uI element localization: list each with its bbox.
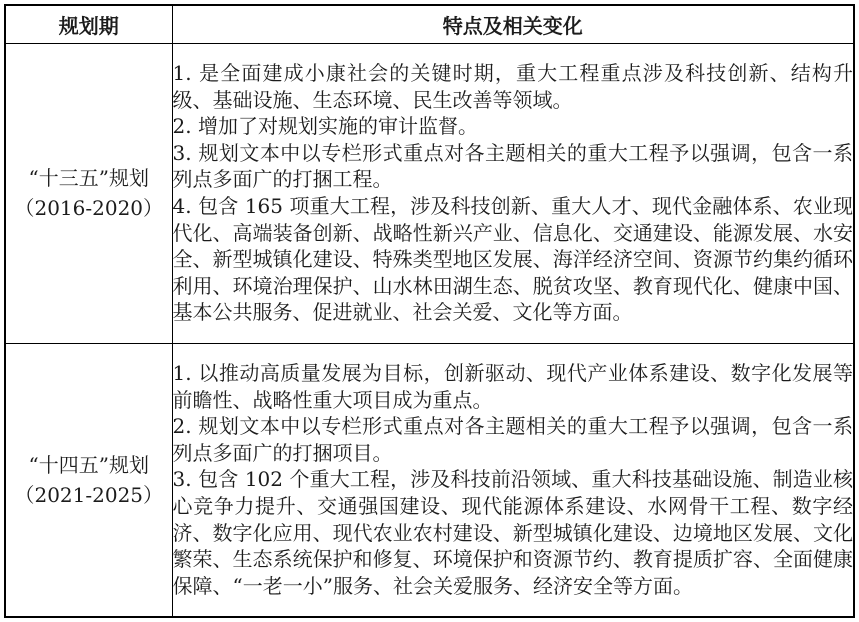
feature-paragraph: 1. 是全面建成小康社会的关键时期，重大工程重点涉及科技创新、结构升级、基础设施、生态环境、民生改善等领域。 [172, 61, 853, 112]
period-years: （2016-2020） [14, 196, 164, 220]
header-features-and-changes: 特点及相关变化 [172, 5, 854, 43]
feature-paragraph: 2. 增加了对规划实施的审计监督。 [172, 114, 478, 139]
feature-paragraph: 3. 规划文本中以专栏形式重点对各主题相关的重大工程予以强调，包含一系列点多面广的打捆工程。 [172, 140, 853, 192]
table-row-13th-five-year [5, 43, 854, 343]
planning-periods-table-wrapper [4, 4, 855, 618]
period-cell-13th [5, 43, 172, 343]
feature-paragraph: 2. 规划文本中以专栏形式重点对各主题相关的重大工程予以强调，包含一系列点多面广的打捆项目。 [172, 414, 853, 465]
period-name: “十三五”规划 [28, 166, 149, 190]
feature-paragraph: 4. 包含 165 项重大工程，涉及科技创新、重大人才、现代金融体系、农业现代化、高端装备创新、战略性新兴产业、信息化、交通建设、能源发展、水安全、新型城镇化建设、特殊类型地区发展、海洋经济空间、资源节约集约循环利用、环境治理保护、山水林田湖生态、脱贫攻坚、教育现代化、健康中国、基本公共服务、促进就业、社会关爱、文化等方面。 [172, 194, 853, 325]
header-planning-period: 规划期 [5, 5, 172, 43]
features-cell-13th [172, 43, 854, 343]
period-years: （2021-2025） [14, 482, 164, 507]
period-name: “十四五”规划 [28, 452, 149, 477]
table-header-row [5, 5, 854, 43]
feature-paragraph: 3. 包含 102 个重大工程，涉及科技前沿领域、重大科技基础设施、制造业核心竞争力提升、交通强国建设、现代能源体系建设、水网骨干工程、数字经济、数字化应用、现代农业农村建设、新型城镇化建设、边境地区发展、文化繁荣、生态系统保护和修复、环境保护和资源节约、教育提质扩容、全面健康保障、“一老一小”服务、社会关爱服务、经济安全等方面。 [172, 467, 853, 598]
planning-periods-table [4, 4, 855, 618]
table-row-14th-five-year [5, 343, 854, 617]
period-cell-14th [5, 343, 172, 617]
features-cell-14th [172, 343, 854, 617]
feature-paragraph: 1. 以推动高质量发展为目标，创新驱动、现代产业体系建设、数字化发展等前瞻性、战略性重大项目成为重点。 [172, 361, 853, 412]
